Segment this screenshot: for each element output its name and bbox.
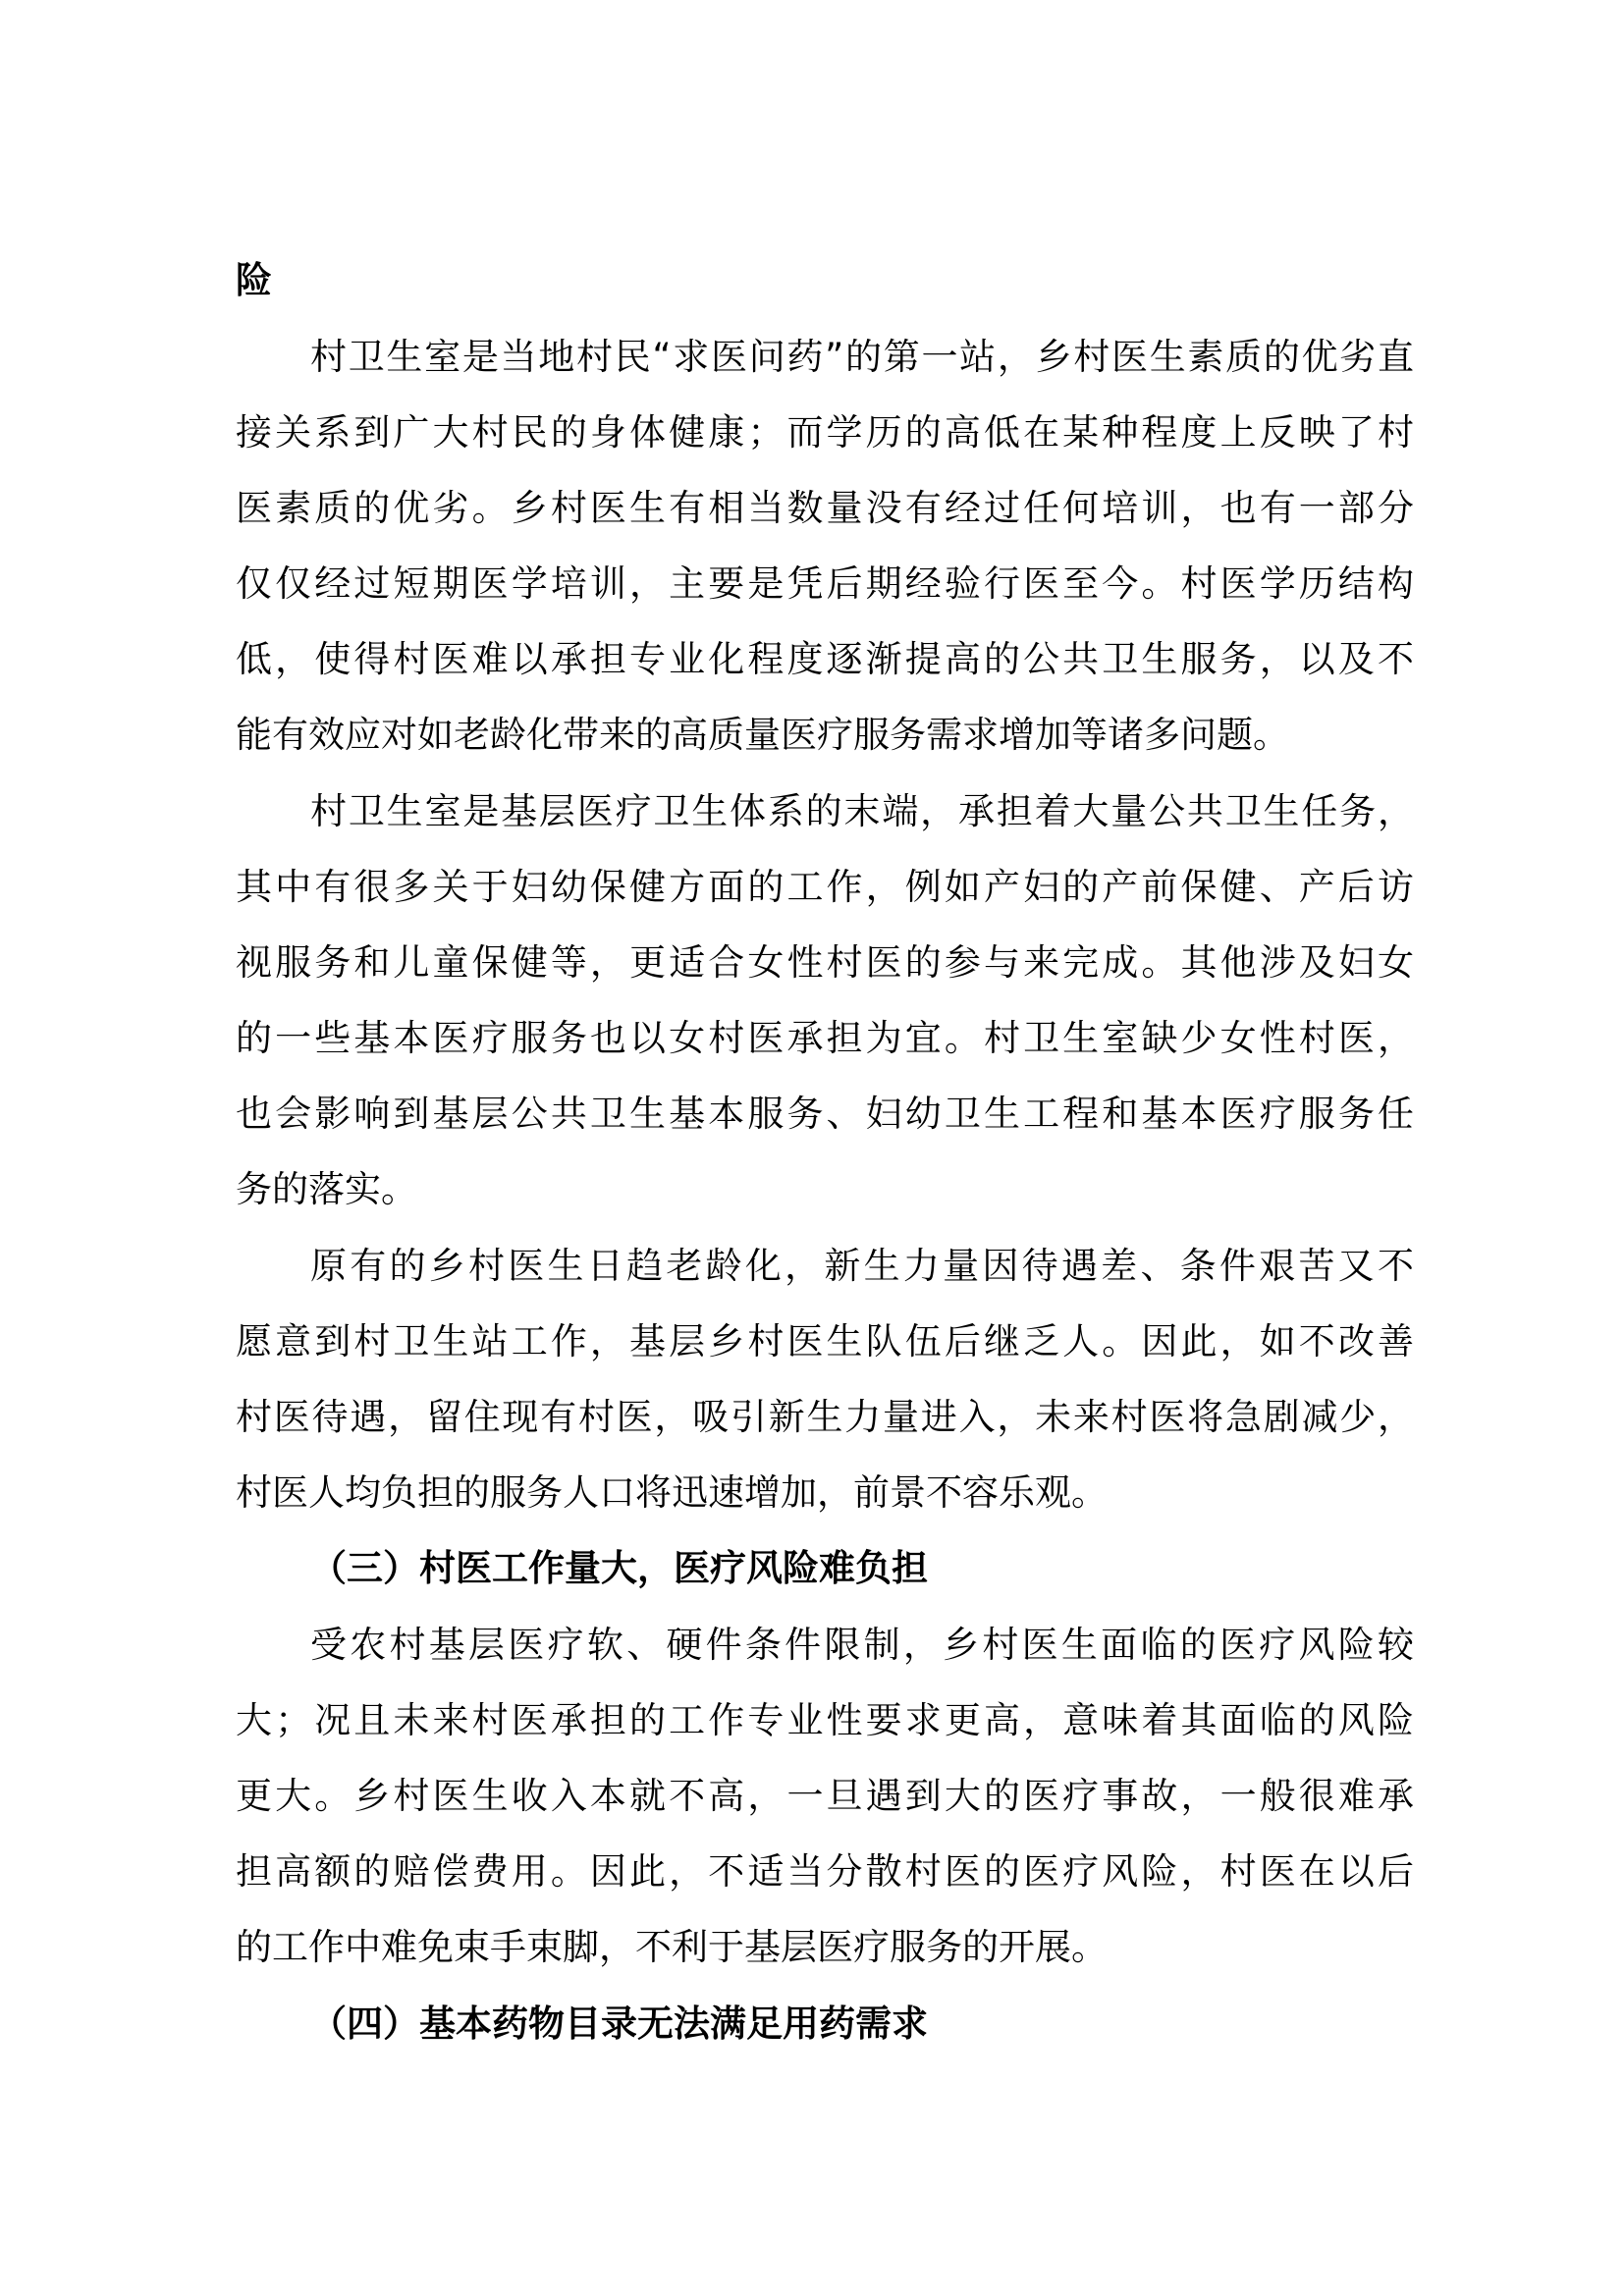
section-3-line-4: 担高额的赔偿费用。因此，不适当分散村医的医疗风险，村医在以后 (236, 1850, 1414, 1893)
section-3-line-2: 大；况且未来村医承担的工作专业性要求更高，意味着其面临的风险 (236, 1699, 1414, 1741)
paragraph-2-line-2: 其中有很多关于妇幼保健方面的工作，例如产妇的产前保健、产后访 (236, 866, 1414, 908)
section-3-line-3: 更大。乡村医生收入本就不高，一旦遇到大的医疗事故，一般很难承 (236, 1775, 1414, 1817)
paragraph-1-line-2: 接关系到广大村民的身体健康；而学历的高低在某种程度上反映了村 (236, 411, 1414, 454)
paragraph-1-line-4: 仅仅经过短期医学培训，主要是凭后期经验行医至今。村医学历结构 (236, 562, 1414, 605)
paragraph-3-line-2: 愿意到村卫生站工作，基层乡村医生队伍后继乏人。因此，如不改善 (236, 1320, 1414, 1362)
paragraph-1-line-6: 能有效应对如老龄化带来的高质量医疗服务需求增加等诸多问题。 (236, 714, 1289, 756)
section-3-heading: （三）村医工作量大，医疗风险难负担 (310, 1547, 928, 1589)
paragraph-2-line-5: 也会影响到基层公共卫生基本服务、妇幼卫生工程和基本医疗服务任 (236, 1093, 1414, 1135)
section-4-heading: （四）基本药物目录无法满足用药需求 (310, 2002, 928, 2045)
section-3-line-1: 受农村基层医疗软、硬件条件限制，乡村医生面临的医疗风险较 (310, 1624, 1414, 1666)
paragraph-2-line-6: 务的落实。 (236, 1168, 417, 1210)
paragraph-3-line-4: 村医人均负担的服务人口将迅速增加，前景不容乐观。 (236, 1471, 1108, 1514)
paragraph-2-line-4: 的一些基本医疗服务也以女村医承担为宜。村卫生室缺少女性村医， (236, 1017, 1414, 1059)
section-3-line-5: 的工作中难免束手束脚，不利于基层医疗服务的开展。 (236, 1926, 1108, 1968)
paragraph-2-line-1: 村卫生室是基层医疗卫生体系的末端，承担着大量公共卫生任务， (310, 790, 1414, 832)
paragraph-3-line-3: 村医待遇，留住现有村医，吸引新生力量进入，未来村医将急剧减少， (236, 1396, 1414, 1438)
paragraph-1-line-5: 低，使得村医难以承担专业化程度逐渐提高的公共卫生服务，以及不 (236, 638, 1414, 680)
paragraph-2-line-3: 视服务和儿童保健等，更适合女性村医的参与来完成。其他涉及妇女 (236, 941, 1414, 984)
paragraph-1-line-1: 村卫生室是当地村民“求医问药”的第一站，乡村医生素质的优劣直 (310, 336, 1414, 378)
paragraph-3-line-1: 原有的乡村医生日趋老龄化，新生力量因待遇差、条件艰苦又不 (310, 1245, 1414, 1287)
page-fragment: 险 (236, 259, 272, 301)
paragraph-1-line-3: 医素质的优劣。乡村医生有相当数量没有经过任何培训，也有一部分 (236, 487, 1414, 529)
